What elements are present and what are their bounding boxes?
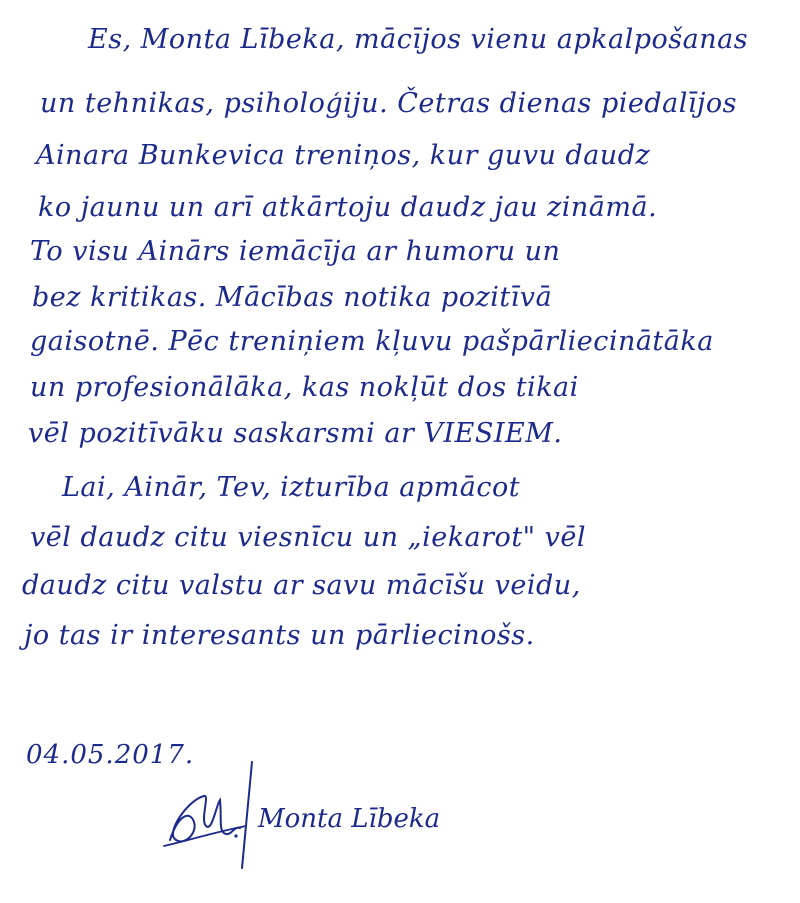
letter-date: 04.05.2017. — [26, 740, 195, 770]
signature-block — [160, 760, 480, 875]
letter-line-9: vēl pozitīvāku saskarsmi ar VIESIEM. — [28, 418, 563, 449]
letter-line-3: Ainara Bunkevica treniņos, kur guvu daudz — [36, 140, 651, 171]
letter-line-8: un profesionālāka, kas nokļūt dos tikai — [30, 372, 579, 403]
letter-line-6: bez kritikas. Mācības notika pozitīvā — [32, 282, 553, 313]
letter-line-13: jo tas ir interesants un pārliecinošs. — [24, 620, 535, 651]
letter-line-5: To visu Ainārs iemācīja ar humoru un — [30, 236, 561, 267]
letter-line-12: daudz citu valstu ar savu mācīšu veidu, — [22, 570, 581, 601]
letter-line-1: Es, Monta Lībeka, mācījos vienu apkalpošanas — [88, 24, 749, 55]
letter-line-2: un tehnikas, psiholoģiju. Četras dienas piedalījos — [40, 88, 738, 119]
signature-name: Monta Lībeka — [258, 804, 441, 834]
signature-scribble — [160, 760, 260, 875]
letter-line-10: Lai, Ainār, Tev, izturība apmācot — [62, 472, 521, 503]
letter-line-7: gaisotnē. Pēc treniņiem kļuvu pašpārliecinātāka — [30, 326, 714, 357]
letter-line-11: vēl daudz citu viesnīcu un „iekarot" vēl — [30, 522, 587, 553]
letter-line-4: ko jaunu un arī atkārtoju daudz jau zināmā. — [38, 192, 658, 223]
